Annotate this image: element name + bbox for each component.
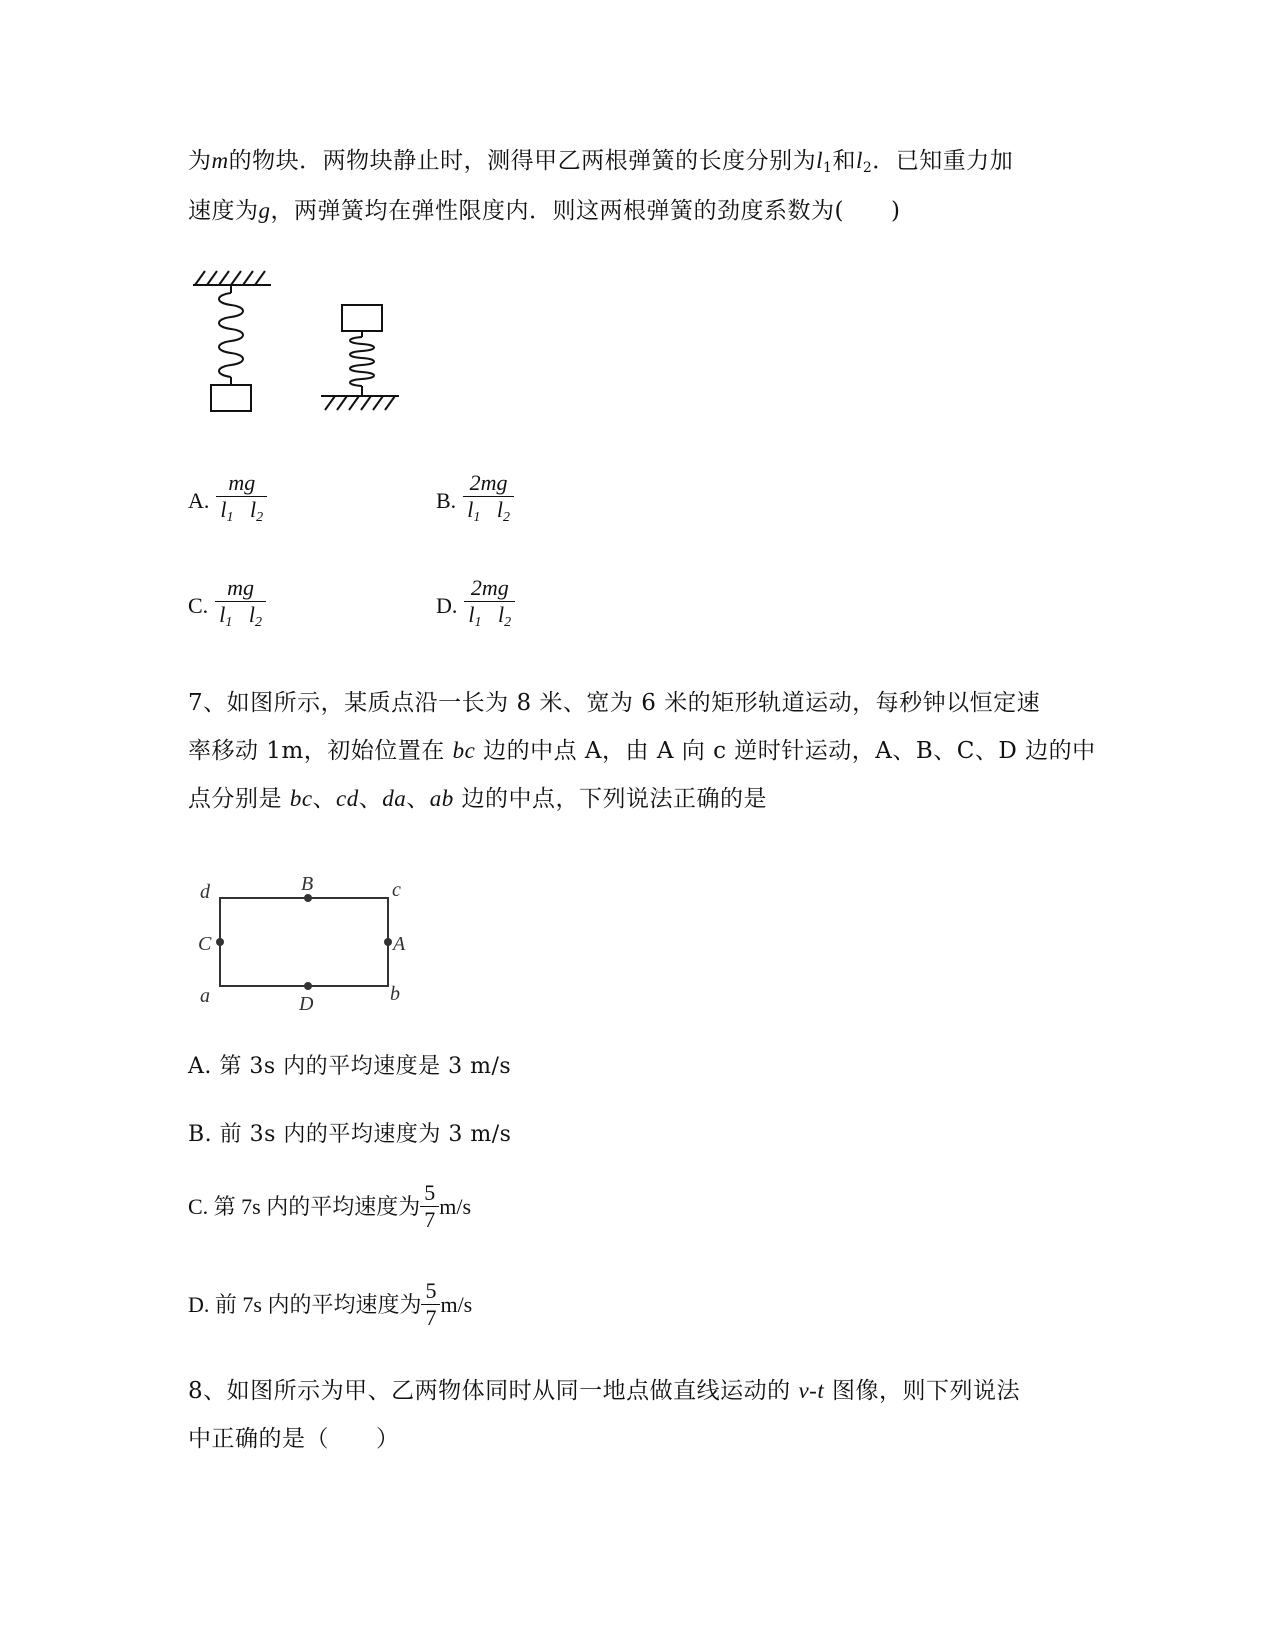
text: 边的中点，下列说法正确的是	[453, 786, 768, 812]
text: ．已知重力加	[872, 148, 1014, 174]
numerator: 5	[421, 1278, 440, 1305]
q6-option-c[interactable]	[188, 575, 266, 636]
point-a	[384, 938, 392, 946]
floor-hatch	[325, 396, 395, 410]
springs-figure	[185, 265, 415, 425]
text: 率移动 1m，初始位置在	[188, 738, 453, 764]
fraction	[215, 575, 266, 636]
label-d: d	[200, 881, 210, 903]
var-ab: ab	[429, 786, 454, 811]
numerator: mg	[216, 470, 267, 497]
q6-option-d[interactable]	[436, 575, 515, 636]
q7-line-3	[188, 784, 767, 814]
label-B: B	[301, 873, 314, 895]
q6-line-1	[188, 146, 1013, 183]
spring-1	[219, 293, 243, 377]
block-1	[211, 385, 251, 411]
fraction	[464, 575, 515, 636]
var-g: g	[258, 198, 271, 223]
q8-line-1	[188, 1376, 1020, 1406]
text: 和	[832, 148, 856, 174]
numerator: 2mg	[464, 575, 515, 602]
text: 为	[188, 148, 212, 174]
text: 8、如图所示为甲、乙两物体同时从同一地点做直线运动的	[188, 1378, 799, 1404]
q8-line-2: 中正确的是（ ）	[188, 1426, 400, 1452]
numerator: 2mg	[463, 470, 514, 497]
denominator: $l_1$ $l_2$	[467, 497, 510, 525]
option-text: D. 前 7s 内的平均速度为	[188, 1291, 422, 1317]
text: 的物块．两物块静止时，测得甲乙两根弹簧的长度分别为	[228, 148, 817, 174]
option-label: D.	[436, 592, 458, 618]
text: 点分别是	[188, 786, 290, 812]
q7-line-2	[188, 736, 1096, 766]
label-c: c	[392, 879, 401, 901]
label-A: A	[393, 933, 406, 955]
var-bc: bc	[452, 738, 476, 763]
sub-2: 2	[862, 160, 873, 176]
var-cd: cd	[336, 786, 359, 811]
q7-option-d[interactable]	[188, 1278, 472, 1331]
option-label: B.	[436, 487, 457, 513]
text: ，两弹簧均在弹性限度内．则这两根弹簧的劲度系数为( )	[270, 198, 901, 224]
q6-line-2	[188, 196, 900, 226]
sep: 、	[406, 786, 430, 812]
option-label: C.	[188, 592, 209, 618]
label-b: b	[390, 983, 400, 1005]
var-vt: v-t	[798, 1378, 825, 1403]
var-bc: bc	[289, 786, 313, 811]
fraction	[463, 470, 514, 531]
sub-1: 1	[823, 160, 833, 176]
q7-option-c[interactable]	[188, 1180, 471, 1233]
denominator: 7	[425, 1305, 437, 1330]
label-D: D	[299, 993, 314, 1010]
numerator: mg	[215, 575, 266, 602]
q6-option-b[interactable]	[436, 470, 514, 531]
q7-option-a[interactable]: A. 第 3s 内的平均速度是 3 m/s	[188, 1054, 512, 1079]
fraction	[420, 1180, 439, 1233]
denominator: $l_1$ $l_2$	[219, 602, 262, 630]
fraction	[216, 470, 267, 531]
text: 边的中点 A，由 A 向 c 逆时针运动，A、B、C、D 边的中	[475, 738, 1096, 764]
q7-option-b[interactable]: B. 前 3s 内的平均速度为 3 m/s	[188, 1122, 512, 1147]
numerator: 5	[420, 1180, 439, 1207]
spring-2	[350, 337, 374, 386]
denominator: $l_1$ $l_2$	[220, 497, 264, 525]
q6-option-a[interactable]	[188, 470, 267, 531]
block-2	[342, 305, 382, 331]
point-c	[216, 938, 224, 946]
var-l1: l	[816, 148, 824, 173]
denominator: 7	[424, 1207, 436, 1232]
text: 图像，则下列说法	[824, 1378, 1021, 1404]
option-label: A.	[188, 487, 210, 513]
label-C: C	[198, 933, 212, 955]
var-l2: l	[855, 148, 863, 173]
rect-track	[220, 898, 388, 986]
unit: m/s	[439, 1193, 472, 1219]
var-m: m	[211, 148, 229, 173]
fraction	[421, 1278, 440, 1331]
text: 速度为	[188, 198, 259, 224]
denominator: $l_1$ $l_2$	[468, 602, 512, 630]
unit: m/s	[440, 1291, 473, 1317]
point-d	[304, 982, 312, 990]
point-b	[304, 894, 312, 902]
label-a: a	[200, 985, 210, 1007]
q7-line-1: 7、如图所示，某质点沿一长为 8 米、宽为 6 米的矩形轨道运动，每秒钟以恒定速	[188, 690, 1041, 716]
track-figure	[190, 860, 420, 1010]
option-text: C. 第 7s 内的平均速度为	[188, 1193, 421, 1219]
sep: 、	[312, 786, 337, 812]
sep: 、	[358, 786, 383, 812]
ceiling-hatch	[195, 271, 265, 285]
var-da: da	[382, 786, 407, 811]
